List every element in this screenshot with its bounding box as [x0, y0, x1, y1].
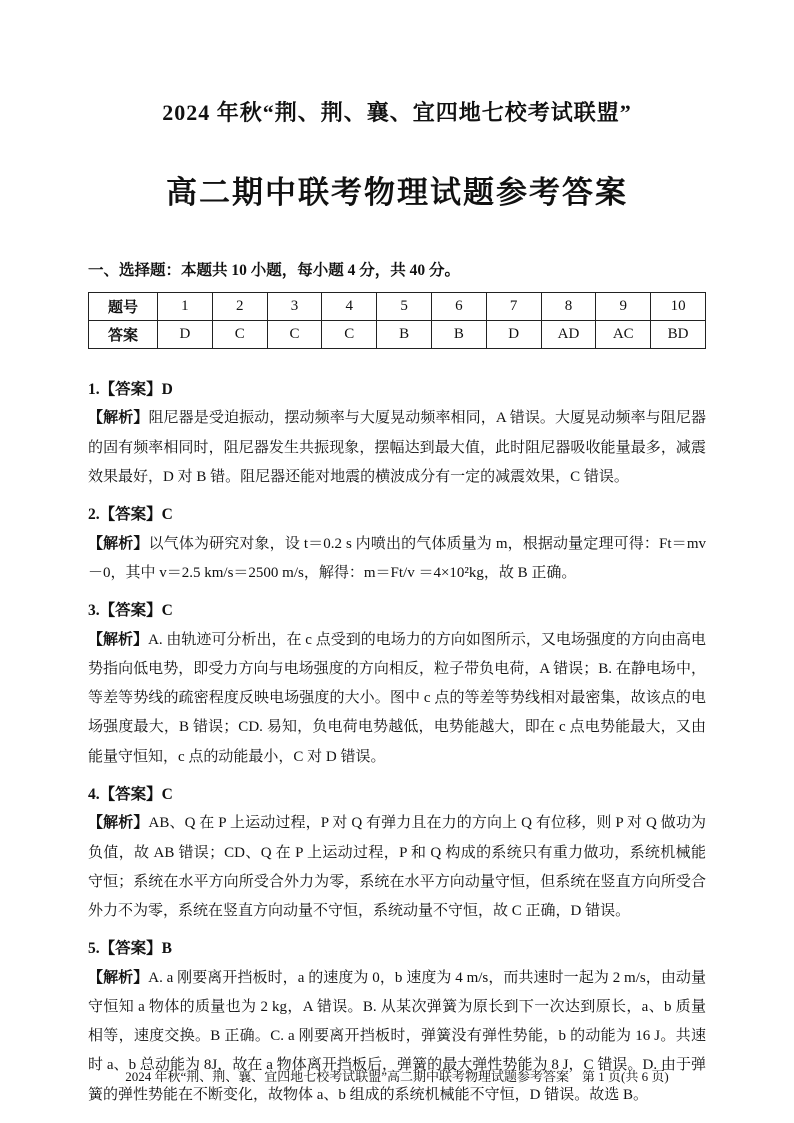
table-cell: 1: [158, 293, 213, 321]
answer-label: 1.【答案】D: [88, 381, 173, 398]
analysis-text: 阻尼器是受迫振动，摆动频率与大厦晃动频率相同，A 错误。大厦晃动频率与阻尼器的固有频率相同时，阻尼器发生共振现象，摆幅达到最大值，此时阻尼器吸收能量最多，减震效果最好，D 对 B 错。阻尼器还能对地震的横波成分有一定的减震效果，C 错误。: [88, 410, 706, 485]
answer-key-table: [88, 292, 706, 349]
section-heading-choice-questions: 一、选择题：本题共 10 小题，每小题 4 分，共 40 分。: [88, 262, 461, 279]
table-row-answers: [89, 321, 706, 349]
table-cell: D: [486, 321, 541, 349]
analysis-paragraph: [88, 626, 706, 772]
table-cell: 10: [651, 293, 706, 321]
analysis-text: A. 由轨迹可分析出，在 c 点受到的电场力的方向如图所示，又电场强度的方向由高电势指向低电势，即受力方向与电场强度的方向相反，粒子带负电荷，A 错误；B. 在静电场中，等差等势线的疏密程度反映电场强度的大小。图中 c 点的等差等势线相对最密集，故该点的电场强度最大，B 错误；CD. 易知，负电荷电势越低，电势能越大，即在 c 点电势能最大，又由能量守恒知，c 点的动能最小，C 对 D 错误。: [88, 631, 706, 765]
analysis-text: AB、Q 在 P 上运动过程，P 对 Q 有弹力且在力的方向上 Q 有位移，则 P 对 Q 做功为负值，故 AB 错误；CD、Q 在 P 上运动过程，P 和 Q 构成的系统只有重力做功，系统机械能守恒；系统在水平方向所受合外力为零，系统在水平方向动量守恒，但系统在竖直方向所受合外力不为零，系统在竖直方向动量不守恒，系统动量不守恒，故 C 正确，D 错误。: [88, 815, 706, 919]
table-cell: BD: [651, 321, 706, 349]
analysis-label: 【解析】: [88, 631, 149, 648]
page-title: 高二期中联考物理试题参考答案: [166, 175, 628, 210]
table-cell: B: [431, 321, 486, 349]
analysis-label: 【解析】: [88, 815, 149, 832]
answer-label: 5.【答案】B: [88, 940, 172, 958]
table-cell: B: [377, 321, 432, 349]
analysis-paragraph: [88, 964, 706, 1110]
table-cell: D: [158, 321, 213, 349]
table-cell: 8: [541, 293, 596, 321]
table-cell: AC: [596, 321, 651, 349]
table-cell: 9: [596, 293, 651, 321]
question-item-4: [88, 780, 706, 926]
table-row-question-numbers: [89, 293, 706, 321]
table-cell: 3: [267, 293, 322, 321]
table-cell: 2: [212, 293, 267, 321]
analysis-label: 【解析】: [88, 535, 149, 552]
question-item-1: [88, 375, 706, 492]
analysis-label: 【解析】: [88, 410, 149, 427]
analysis-text: 以气体为研究对象，设 t＝0.2 s 内喷出的气体质量为 m，根据动量定理可得：Ft＝mv－0，其中 v＝2.5 km/s＝2500 m/s，解得：m＝Ft/v ＝4×10²kg，故 B 正确。: [88, 535, 706, 581]
analysis-paragraph: [88, 530, 706, 589]
table-cell: C: [267, 321, 322, 349]
answer-explanations: [88, 375, 706, 1110]
analysis-text: A. a 刚要离开挡板时，a 的速度为 0，b 速度为 4 m/s，而共速时一起为 2 m/s，由动量守恒知 a 物体的质量也为 2 kg，A 错误。B. 从某次弹簧为原长到下一次达到原长，a、b 质量相等，速度交换。B 正确。C. a 刚要离开挡板时，弹簧没有弹性势能，b 的动能为 16 J。共速时 a、b 总动能为 8J，故在 a 物体离开挡板后，弹簧的最大弹性势能为 8 J，C 错误。D. 由于弹簧的弹性势能在不断变化，故物体 a、b 组成的系统机械能不守恒，D 错误。故选 B。: [88, 969, 706, 1103]
table-cell: 6: [431, 293, 486, 321]
table-cell: C: [322, 321, 377, 349]
analysis-label: 【解析】: [88, 969, 149, 986]
table-cell: 4: [322, 293, 377, 321]
page-footer: 2024 年秋“荆、荆、襄、宜四地七校考试联盟”高二期中联考物理试题参考答案 第 1 页(共 6 页): [125, 1069, 669, 1084]
analysis-paragraph: [88, 404, 706, 492]
table-cell: C: [212, 321, 267, 349]
analysis-paragraph: [88, 809, 706, 926]
table-cell: AD: [541, 321, 596, 349]
table-cell: 5: [377, 293, 432, 321]
table-header-answer: 答案: [89, 321, 158, 349]
question-item-2: [88, 500, 706, 588]
exam-alliance-title: 2024 年秋“荆、荆、襄、宜四地七校考试联盟”: [162, 100, 632, 125]
answer-label: 4.【答案】C: [88, 785, 173, 803]
table-cell: 7: [486, 293, 541, 321]
answer-label: 3.【答案】C: [88, 602, 173, 620]
answer-label: 2.【答案】C: [88, 506, 173, 524]
question-item-3: [88, 596, 706, 772]
table-header-question-number: 题号: [89, 293, 158, 321]
